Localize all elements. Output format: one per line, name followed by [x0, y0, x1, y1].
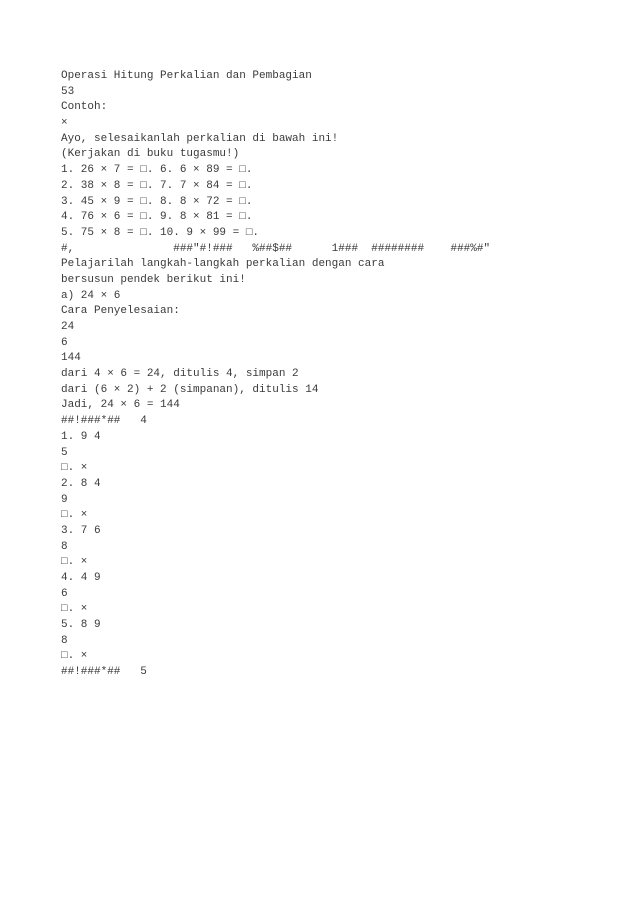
- solution-step: dari 4 × 6 = 24, ditulis 4, simpan 2: [61, 368, 299, 381]
- document-title: Operasi Hitung Perkalian dan Pembagian: [61, 70, 312, 82]
- solution-step: dari (6 × 2) + 2 (simpanan), ditulis 14: [61, 383, 319, 396]
- lesson-text: bersusun pendek berikut ini!: [61, 273, 246, 286]
- exercise-row: 4. 76 × 6 = □. 9. 8 × 81 = □.: [61, 211, 253, 224]
- practice-line: □. ×: [61, 509, 88, 522]
- practice-line: 6: [61, 587, 68, 600]
- practice-line: 5. 8 9: [61, 619, 101, 632]
- section-marker: ##!###*## 4: [61, 415, 147, 428]
- practice-line: 8: [61, 634, 68, 647]
- practice-line: 8: [61, 540, 68, 553]
- practice-line: 5: [61, 446, 68, 459]
- practice-line: 4. 4 9: [61, 572, 101, 584]
- section-marker: ##!###*## 5: [61, 666, 147, 679]
- practice-line: 9: [61, 493, 68, 506]
- exercise-row: 2. 38 × 8 = □. 7. 7 × 84 = □.: [61, 179, 253, 192]
- lesson-text: Pelajarilah langkah-langkah perkalian dengan cara: [61, 258, 385, 271]
- multiply-symbol-line: ×: [61, 117, 68, 130]
- practice-line: □. ×: [61, 603, 88, 616]
- garbled-heading-line: #, ###"#!### %##$## 1### ######## ###%#": [61, 242, 491, 255]
- page-number: 53: [61, 85, 75, 98]
- solution-line: 24: [61, 321, 75, 333]
- example-heading: Contoh:: [61, 101, 108, 114]
- practice-line: 3. 7 6: [61, 524, 101, 537]
- solution-heading: Cara Penyelesaian:: [61, 305, 180, 318]
- exercise-row: 5. 75 × 8 = □. 10. 9 × 99 = □.: [61, 226, 260, 239]
- example-problem: a) 24 × 6: [61, 289, 121, 302]
- practice-line: 1. 9 4: [61, 430, 101, 443]
- practice-line: □. ×: [61, 650, 88, 663]
- exercise-row: 3. 45 × 9 = □. 8. 8 × 72 = □.: [61, 195, 253, 208]
- practice-line: □. ×: [61, 462, 88, 475]
- exercise-note: (Kerjakan di buku tugasmu!): [61, 148, 240, 161]
- document-page: [61, 69, 621, 681]
- solution-line: 144: [61, 352, 81, 365]
- solution-line: 6: [61, 336, 68, 349]
- practice-line: □. ×: [61, 556, 88, 569]
- exercise-instruction: Ayo, selesaikanlah perkalian di bawah ini!: [61, 132, 339, 145]
- solution-conclusion: Jadi, 24 × 6 = 144: [61, 399, 180, 412]
- exercise-row: 1. 26 × 7 = □. 6. 6 × 89 = □.: [61, 164, 253, 177]
- practice-line: 2. 8 4: [61, 477, 101, 490]
